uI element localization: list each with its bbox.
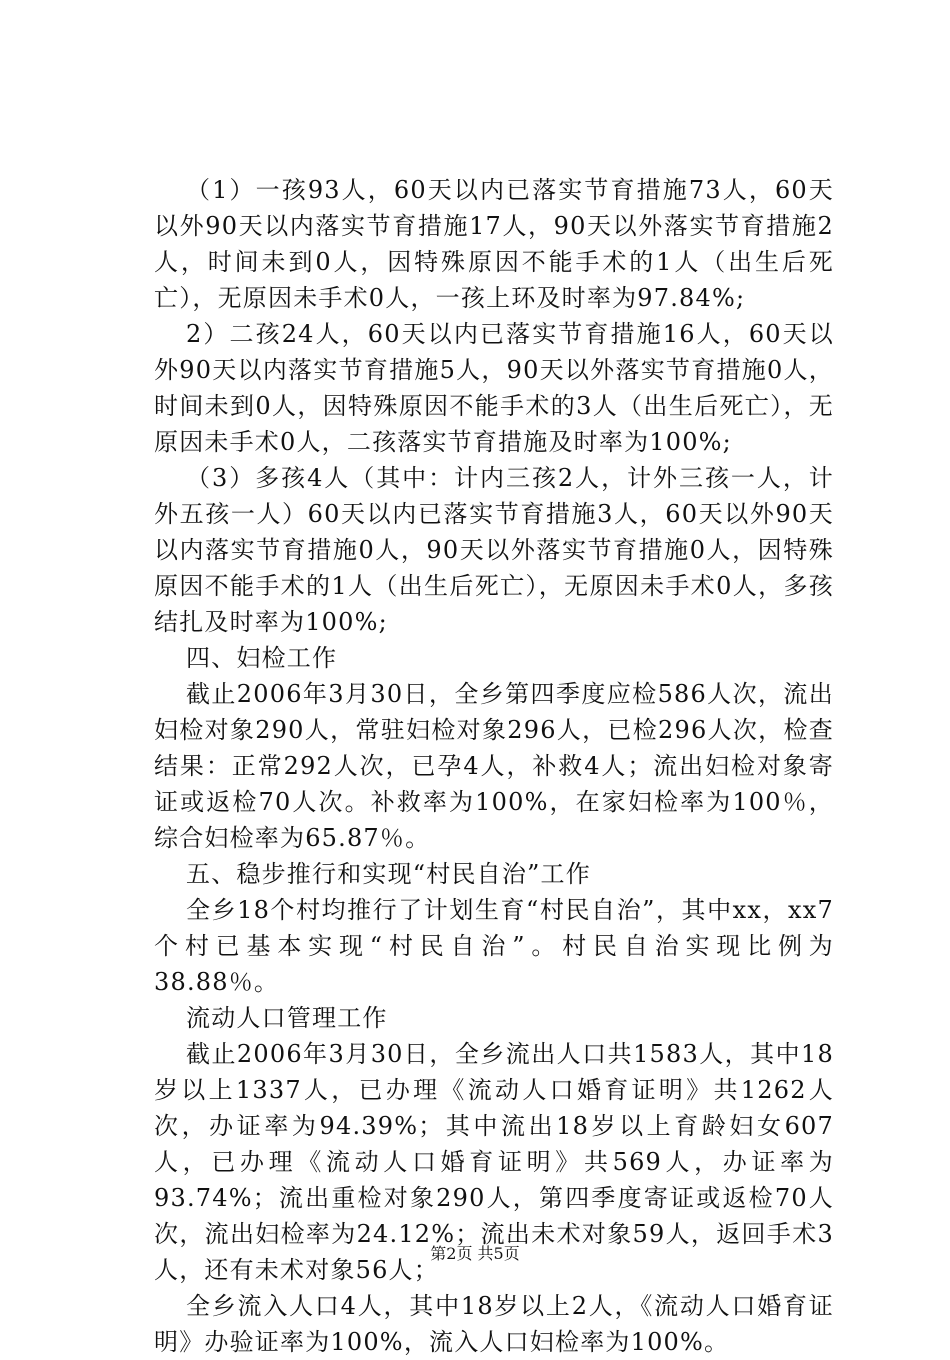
paragraph-gynecological-exam: 截止2006年3月30日，全乡第四季度应检586人次，流出妇检对象290人，常驻妇检对象296人，已检296人次，检查结果：正常292人次，已孕4人，补救4人；流出妇检对象寄证或返检70人次。补救率为100%，在家妇检率为100％，综合妇检率为65.87％。 [154,680,834,852]
paragraph-villager-autonomy: 全乡18个村均推行了计划生育“村民自治”，其中xx，xx7个村已基本实现“村民自治”。村民自治实现比例为38.88％。 [154,896,834,996]
section-heading-gynecological-exam: 四、妇检工作 [186,644,338,672]
section-heading-floating-population: 流动人口管理工作 [186,1004,388,1032]
paragraph-multi-child: （3）多孩4人（其中：计内三孩2人，计外三孩一人，计外五孩一人）60天以内已落实节育措施3人，60天以外90天以内落实节育措施0人，90天以外落实节育措施0人，因特殊原因不能手术的1人（出生后死亡），无原因未手术0人，多孩结扎及时率为100%; [154,464,834,636]
body-text [154,172,834,1360]
paragraph-inflow-population: 全乡流入人口4人，其中18岁以上2人，《流动人口婚育证明》办验证率为100%，流入人口妇检率为100%。 [154,1292,834,1356]
page-number-footer: 第2页 共5页 [430,1244,520,1263]
paragraph-one-child: （1）一孩93人，60天以内已落实节育措施73人，60天以外90天以内落实节育措施17人，90天以外落实节育措施2人，时间未到0人，因特殊原因不能手术的1人（出生后死亡），无原因未手术0人，一孩上环及时率为97.84%; [154,176,834,312]
paragraph-two-child: 2）二孩24人，60天以内已落实节育措施16人，60天以外90天以内落实节育措施5人，90天以外落实节育措施0人，时间未到0人，因特殊原因不能手术的3人（出生后死亡），无原因未手术0人，二孩落实节育措施及时率为100%; [154,320,834,456]
section-heading-villager-autonomy: 五、稳步推行和实现“村民自治”工作 [186,860,591,888]
paragraph-outflow-population: 截止2006年3月30日，全乡流出人口共1583人，其中18岁以上1337人，已办理《流动人口婚育证明》共1262人次，办证率为94.39%；其中流出18岁以上育龄妇女607人，已办理《流动人口婚育证明》共569人，办证率为93.74%；流出重检对象290人，第四季度寄证或返检70人次，流出妇检率为24.12%；流出未术对象59人，返回手术3人，还有未术对象56人； [154,1040,834,1284]
